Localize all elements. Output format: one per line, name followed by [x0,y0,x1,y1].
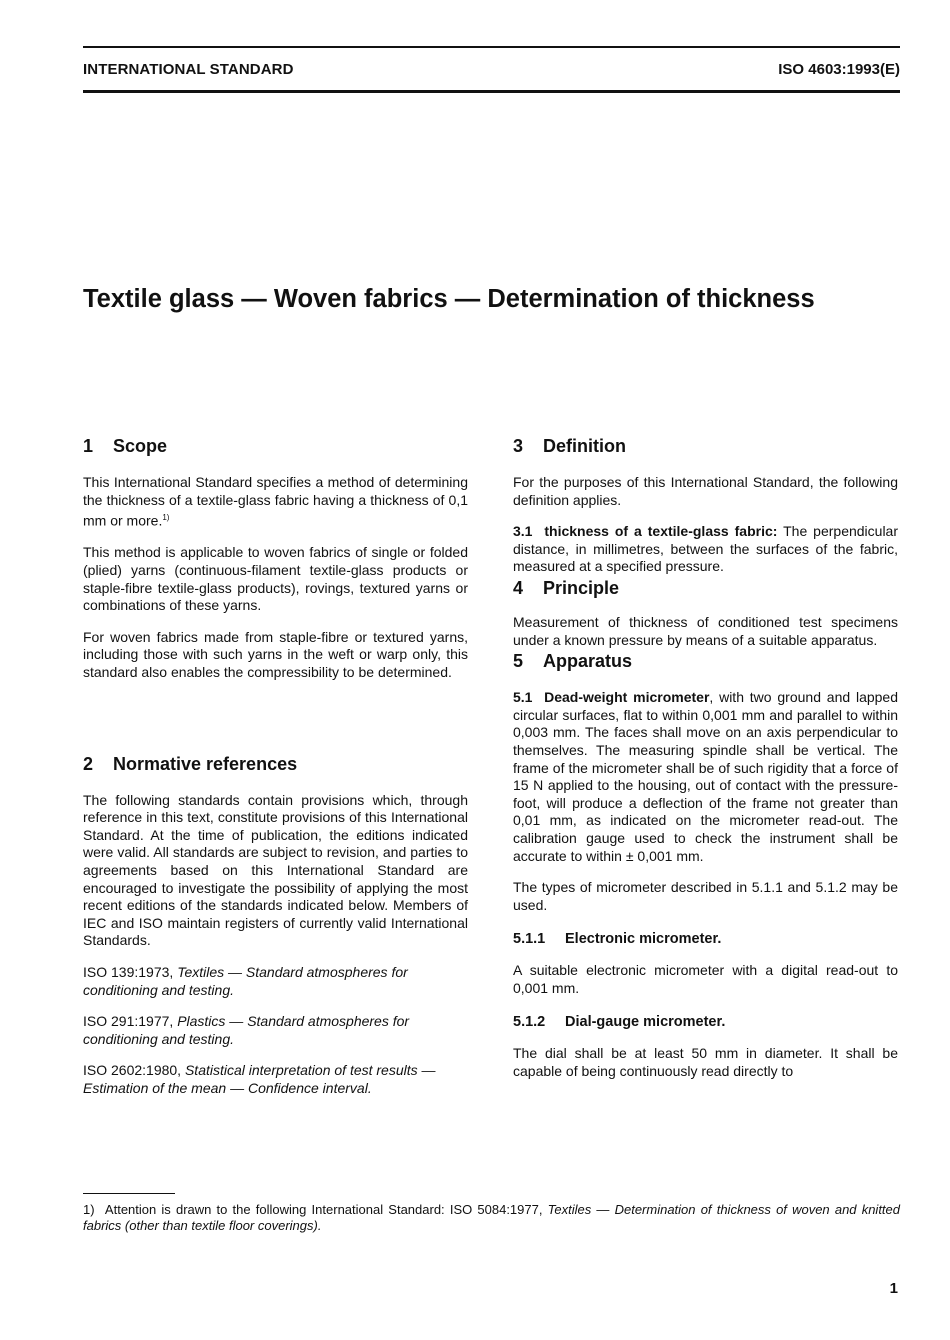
dial-gauge-text: The dial shall be at least 50 mm in diameter. It shall be capable of being continuously read directly to [513,1045,898,1080]
subsection-heading-dial-gauge: 5.1.2 Dial-gauge micrometer. [513,1014,726,1031]
header-label: INTERNATIONAL STANDARD [83,61,294,78]
electronic-micrometer-text: A suitable electronic micrometer with a digital read-out to 0,001 mm. [513,962,898,996]
definition-entry: 3.1 thickness of a textile-glass fabric: The perpendicular distance, in millimetres, between the surfaces of the fabric, measured at a specified pressure. [513,523,899,575]
section-heading-principle: 4 Principle [513,577,620,598]
left-column [83,434,468,1098]
reference-item: ISO 291:1977, Plastics — Standard atmospheres for conditioning and testing. [83,1013,410,1047]
section-heading-references: 2 Normative references [83,753,298,774]
reference-item: ISO 139:1973, Textiles — Standard atmospheres for conditioning and testing. [83,963,408,998]
subsection-heading-electronic: 5.1.1 Electronic micrometer. [513,931,722,948]
running-header [83,61,900,81]
footnote-ref: 1) [162,513,170,523]
scope-paragraph: For woven fabrics made from staple-fibre or textured yarns, including those with such yarns in the weft or warp only, this standard also enables the compressibility to be determined. [83,628,468,680]
header-top-rule [83,46,900,48]
scope-paragraph: This method is applicable to woven fabrics of single or folded (plied) yarns (continuous-filament textile-glass products or staple-fibre textile-glass products), rovings, textured yarns or combinations of these yarns. [83,544,468,614]
definition-intro: For the purposes of this International Standard, the following definition applies. [513,474,898,508]
document-title: Textile glass — Woven fabrics — Determination of thickness [83,285,815,313]
section-heading-apparatus: 5 Apparatus [513,651,633,672]
reference-item: ISO 2602:1980, Statistical interpretation of test results — Estimation of the mean — Confidence interval. [83,1062,436,1096]
apparatus-micrometer: 5.1 Dead-weight micrometer, with two ground and lapped circular surfaces, flat to within 0,001 mm and parallel to within 0,003 mm. The faces shall move on an axis perpendicular to themselves. The measuring spindle shall be vertical. The frame of the micrometer shall be of such rigidity that a force of 15 N applied to the housing, out of contact with the pressure-foot, will produce a deflection of the frame not greater than 0,01 mm, as indicated on the micrometer read-out. The calibration gauge used to check the instrument shall be accurate to within ± 0,001 mm. [513,689,899,864]
scope-paragraph: This International Standard specifies a method of determining the thickness of a textile-glass fabric having a thickness of 0,1 mm or more.$^{1)}$ [83,474,468,529]
right-column [513,434,898,1081]
document-number: ISO 4603:1993(E) [778,61,900,78]
header-bottom-rule [83,90,900,93]
section-heading-definition: 3 Definition [513,436,626,456]
section-heading-scope: 1 Scope [83,436,168,456]
principle-text: Measurement of thickness of conditioned test specimens under a known pressure by means of a suitable apparatus. [513,613,898,648]
apparatus-types: The types of micrometer described in 5.1.1 and 5.1.2 may be used. [513,879,898,913]
footnote: 1) Attention is drawn to the following International Standard: ISO 5084:1977, Textiles — Determination of thickness of woven and knitted fabrics (other than textile floor coverings). [83,1202,900,1233]
references-intro: The following standards contain provisions which, through reference in this text, constitute provisions of this International Standard. At the time of publication, the editions indicated were valid. All standards are subject to revision, and parties to agreements based on this International Standard are encouraged to investigate the possibility of applying the most recent editions of the standards indicated below. Members of IEC and ISO maintain registers of currently valid International Standards. [83,791,468,949]
footnote-rule [83,1193,175,1194]
page-number: 1 [889,1280,898,1297]
